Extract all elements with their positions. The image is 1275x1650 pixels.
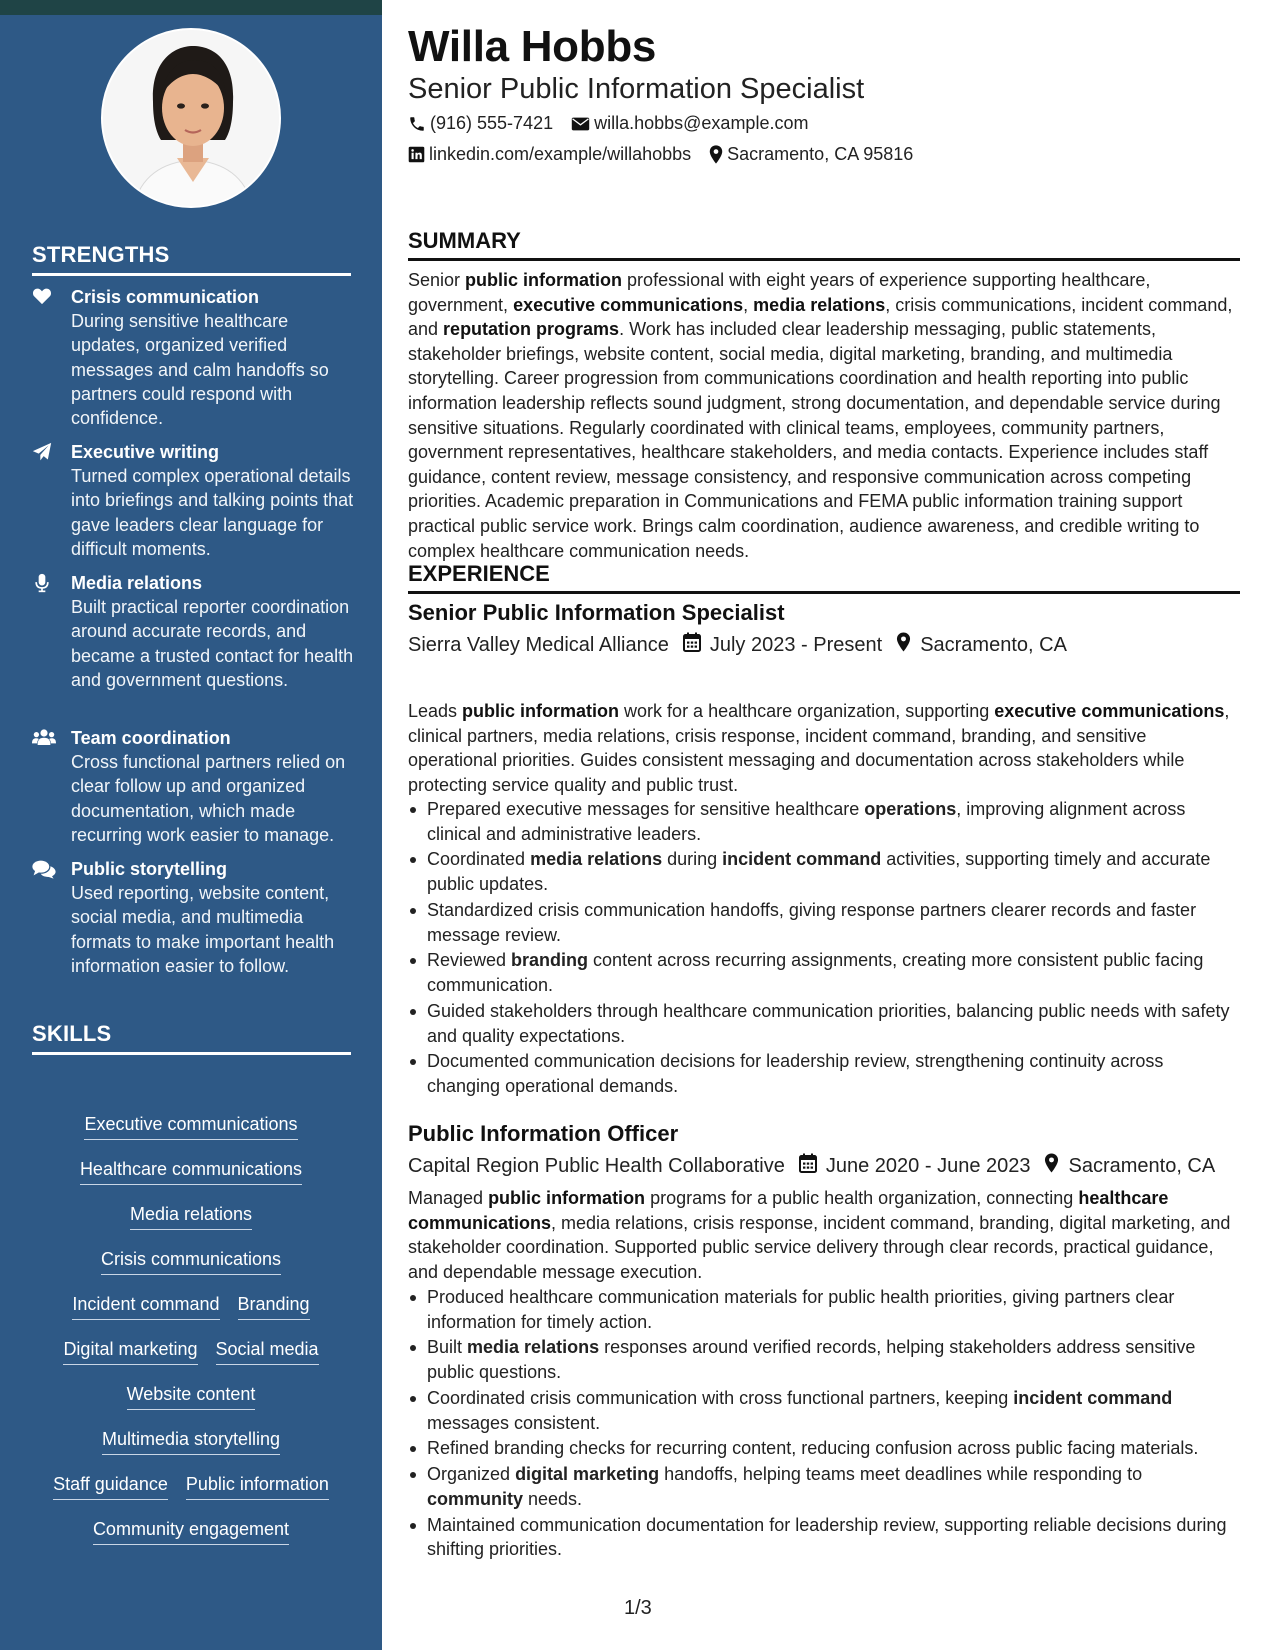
body-text: , crisis communications, incident command, and [408, 294, 1233, 340]
bullet-item [408, 1049, 1240, 1098]
body-text: Guided stakeholders through healthcare communication priorities, balancing public needs with safety and quality expectations. [427, 1000, 1230, 1046]
emphasis-text: public information [465, 270, 623, 290]
skill-row [0, 1337, 382, 1365]
body-text: Leads [408, 701, 463, 721]
bullet-item [408, 797, 1240, 846]
body-text: Coordinated crisis communication with cross functional partners, keeping [427, 1387, 1014, 1408]
body-text: Prepared executive messages for sensitive healthcare [427, 799, 865, 819]
body-text: work for a healthcare organization, supporting [619, 701, 995, 721]
page-number: 1/3 [624, 1597, 652, 1619]
emphasis-text: public information [462, 701, 620, 721]
body-text: handoffs, helping teams meet deadlines while responding to [659, 1464, 1143, 1485]
candidate-title: Senior Public Information Specialist [408, 73, 865, 105]
skill-tag: Media relations [130, 1202, 252, 1230]
job-location [1044, 1153, 1215, 1179]
bullet-item [408, 1513, 1240, 1562]
job-role: Senior Public Information Specialist [408, 600, 785, 625]
emphasis-text: healthcare communications [408, 1188, 1169, 1233]
location-text: Sacramento, CA 95816 [727, 144, 914, 164]
skill-tag: Social media [216, 1337, 319, 1365]
emphasis-text: public information [488, 1188, 646, 1208]
body-text: , [743, 294, 754, 315]
emphasis-text: incident command [722, 849, 882, 870]
body-text: Maintained communication documentation for leadership review, supporting reliable decisions during shifting priorities. [427, 1514, 1227, 1560]
body-text: Coordinated [427, 849, 531, 870]
body-text: needs. [523, 1488, 583, 1509]
skill-row [0, 1382, 382, 1410]
comments-icon [32, 859, 56, 879]
bullet-item [408, 999, 1240, 1048]
emphasis-text: media relations [467, 1337, 600, 1358]
strength-title: Crisis communication [71, 287, 260, 307]
emphasis-text: reputation programs [443, 319, 620, 340]
linkedin-icon [408, 146, 425, 163]
calendar-icon [799, 1153, 817, 1179]
skills-heading: SKILLS [32, 1021, 351, 1055]
users-icon [32, 728, 56, 748]
emphasis-text: incident command [1013, 1387, 1173, 1408]
job-role: Public Information Officer [408, 1121, 679, 1146]
summary-heading: SUMMARY [408, 228, 1240, 261]
body-text: Reviewed [427, 950, 512, 971]
body-text: Documented communication decisions for leadership review, strengthening continuity across changing operational demands. [427, 1051, 1164, 1097]
heart-icon [32, 287, 56, 307]
envelope-icon [571, 116, 590, 132]
bullet-item [408, 1285, 1240, 1334]
calendar-icon [683, 632, 701, 658]
strength-title: Team coordination [71, 728, 231, 748]
sidebar [0, 15, 382, 1650]
strength-description: Turned complex operational details into briefings and talking points that gave leaders clear language for difficult moments. [71, 466, 354, 559]
linkedin-contact [408, 144, 691, 165]
body-text: , clinical partners, media relations, crisis response, incident command, branding, and sensitive operational priorities. Guides consistent messaging and documentation across stakeholders while protecting service quality and public trust. [408, 701, 1230, 795]
body-text: Senior [408, 270, 466, 290]
map-marker-icon [1044, 1153, 1059, 1179]
map-marker-icon [709, 145, 723, 164]
body-text: during [662, 849, 723, 870]
bullet-item [408, 847, 1240, 896]
map-marker-icon [896, 632, 911, 658]
date-range: July 2023 - Present [709, 633, 883, 656]
bullet-item [408, 898, 1240, 947]
location-text: Sacramento, CA [920, 633, 1067, 656]
skill-tag: Public information [186, 1472, 329, 1500]
skill-tag: Healthcare communications [80, 1157, 302, 1185]
bullet-item [408, 1386, 1240, 1435]
job-bullets [408, 1285, 1240, 1563]
body-text: programs for a public health organization, connecting [645, 1188, 1079, 1208]
email-address: willa.hobbs@example.com [594, 113, 809, 133]
emphasis-text: operations [864, 799, 957, 819]
body-text: Refined branding checks for recurring content, reducing confusion across public facing materials. [427, 1438, 1199, 1459]
skill-tag: Website content [127, 1382, 256, 1410]
bullet-item [408, 1462, 1240, 1511]
body-text: professional with eight years of experience supporting healthcare, government, [408, 270, 1151, 315]
body-text: Built [427, 1337, 468, 1358]
candidate-name: Willa Hobbs [408, 22, 657, 71]
contact-row [408, 144, 913, 165]
location-text: Sacramento, CA [1068, 1154, 1216, 1177]
company-name: Sierra Valley Medical Alliance [408, 633, 669, 656]
body-text: content across recurring assignments, creating more consistent public facing communication. [427, 950, 1204, 996]
skill-tag: Branding [238, 1292, 310, 1320]
skill-row [0, 1517, 382, 1545]
skill-tag: Digital marketing [63, 1337, 197, 1365]
body-text: Organized [427, 1464, 516, 1485]
strength-description: Used reporting, website content, social media, and multimedia formats to make important health information easier to follow. [71, 883, 335, 976]
top-accent-strip [0, 0, 382, 15]
job-meta [408, 1153, 1215, 1179]
paper-plane-icon [32, 442, 56, 462]
bullet-item [408, 1335, 1240, 1384]
skill-tag: Staff guidance [53, 1472, 168, 1500]
phone-icon [408, 115, 426, 133]
skill-tag: Community engagement [93, 1517, 289, 1545]
strength-description: Built practical reporter coordination around accurate records, and became a trusted contact for health and government questions. [71, 597, 354, 690]
summary-paragraph [408, 268, 1240, 563]
job-bullets [408, 797, 1240, 1100]
phone-contact [408, 113, 553, 134]
body-text: responses around verified records, helping stakeholders address sensitive public questions. [427, 1337, 1196, 1383]
company-name: Capital Region Public Health Collaborative [408, 1154, 785, 1177]
body-text: Managed [408, 1188, 489, 1208]
skill-row [0, 1472, 382, 1500]
date-range: June 2020 - June 2023 [825, 1154, 1031, 1177]
skill-row [0, 1202, 382, 1230]
skill-row [0, 1427, 382, 1455]
job-location [896, 632, 1067, 658]
body-text: Produced healthcare communication materials for public health priorities, giving partners clear information for timely action. [427, 1287, 1175, 1332]
emphasis-text: digital marketing [515, 1464, 660, 1485]
skill-row [0, 1292, 382, 1320]
job-description [408, 1186, 1240, 1284]
skill-row [0, 1112, 382, 1140]
phone-number: (916) 555-7421 [430, 113, 554, 133]
strength-description: Cross functional partners relied on clear follow up and organized documentation, which made recurring work easier to manage. [71, 752, 346, 845]
contact-row [408, 113, 808, 134]
microphone-icon [32, 573, 56, 593]
emphasis-text: executive communications [513, 294, 744, 315]
strength-title: Public storytelling [71, 859, 228, 879]
body-text: . Work has included clear leadership messaging, public statements, stakeholder briefings, website content, social media, digital marketing, branding, and multimedia storytelling. Career progression from communications coordination and health reporting into public information leadership reflects sound judgment, strong documentation, and dependable service during sensitive situations. Regularly coordinated with clinical teams, employees, community partners, government representatives, healthcare stakeholders, and media contacts. Experience includes staff guidance, content review, message consistency, and responsive communication across competing priorities. Academic preparation in Communications and FEMA public information training support practical public service work. Brings calm coordination, audience awareness, and credible writing to complex healthcare communication needs. [408, 319, 1221, 561]
body-text: messages consistent. [427, 1412, 601, 1433]
job-dates [799, 1153, 1031, 1179]
body-text: , media relations, crisis response, incident command, branding, digital marketing, and stakeholder coordination. Supported public service delivery through clear records, practical guidance, and dependable message execution. [408, 1212, 1231, 1282]
body-text: , improving alignment across clinical and administrative leaders. [427, 799, 1186, 844]
location-contact [709, 144, 913, 165]
job-meta [408, 632, 1067, 658]
email-contact [571, 113, 808, 134]
emphasis-text: media relations [753, 294, 886, 315]
strength-title: Media relations [71, 573, 203, 593]
skill-tag: Incident command [72, 1292, 219, 1320]
job-description [408, 699, 1240, 797]
strength-title: Executive writing [71, 442, 220, 462]
bullet-item [408, 948, 1240, 997]
emphasis-text: branding [511, 950, 589, 971]
linkedin-url: linkedin.com/example/willahobbs [429, 144, 692, 164]
emphasis-text: community [427, 1488, 524, 1509]
body-text: activities, supporting timely and accurate public updates. [427, 849, 1211, 895]
bullet-item [408, 1436, 1240, 1461]
skill-row [0, 1247, 382, 1275]
strength-description: During sensitive healthcare updates, organized verified messages and calm handoffs so partners could respond with confidence. [71, 311, 329, 429]
emphasis-text: executive communications [994, 701, 1225, 721]
skill-row [0, 1157, 382, 1185]
skill-tag: Multimedia storytelling [102, 1427, 280, 1455]
skill-tag: Executive communications [84, 1112, 297, 1140]
job-dates [683, 632, 882, 658]
experience-heading: EXPERIENCE [408, 561, 1240, 594]
strengths-heading: STRENGTHS [32, 242, 351, 276]
body-text: Standardized crisis communication handoffs, giving response partners clearer records and faster message review. [427, 899, 1197, 945]
profile-photo [101, 28, 281, 208]
emphasis-text: media relations [530, 849, 663, 870]
skill-tag: Crisis communications [101, 1247, 281, 1275]
